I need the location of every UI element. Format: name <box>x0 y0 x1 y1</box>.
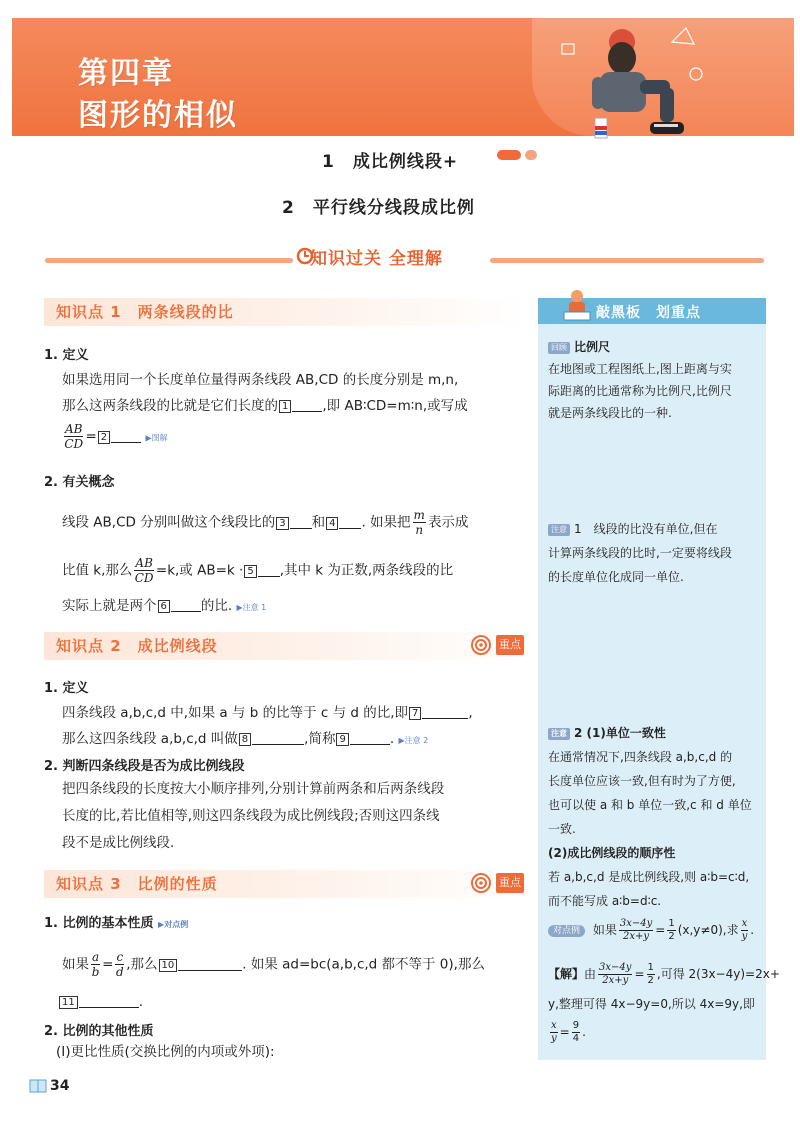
text: 的比. <box>200 598 233 614</box>
denominator: n <box>415 523 424 537</box>
denominator: 2x+y <box>623 931 650 942</box>
chapter-number: 第四章 <box>78 56 174 91</box>
text: . <box>582 1025 586 1039</box>
answer-blank[interactable] <box>350 730 390 745</box>
student-icon <box>562 288 592 322</box>
item-heading: 1. 定义 <box>44 348 89 363</box>
sidebar-line: 长度单位应该一致,但有时为了方便, <box>548 774 736 788</box>
text: ,即 AB∶CD=m∶n,或写成 <box>322 398 468 414</box>
text: =k,或 AB=k · <box>155 562 244 579</box>
blank-number: 1 <box>279 400 291 413</box>
numerator: 9 <box>572 1020 580 1031</box>
numerator: 1 <box>668 918 675 929</box>
reference-link[interactable]: ▶图解 <box>145 433 168 443</box>
paragraph-line: 长度的比,若比值相等,则这四条线段为成比例线段;否则这四条线 <box>62 808 440 824</box>
sidebar-note-title <box>548 337 610 358</box>
text: 比例尺 <box>574 340 611 354</box>
text: ,那么 <box>126 956 158 973</box>
fraction <box>572 1020 580 1045</box>
text: = <box>85 428 97 445</box>
section-divider-label: 知识过关 全理解 <box>310 249 443 269</box>
blank-number: 3 <box>276 517 288 530</box>
section-header-2 <box>44 632 528 660</box>
text: . 如果 ad=bc(a,b,c,d 都不等于 0),那么 <box>242 956 485 973</box>
text: ,可得 2(3x−4y)=2x+ <box>656 967 780 981</box>
fraction-c-d <box>115 950 124 979</box>
text: 那么这两条线段的比就是它们长度的 <box>62 398 278 414</box>
sidebar-line: 若 a,b,c,d 是成比例线段,则 a∶b=c∶d, <box>548 870 750 884</box>
blank-number: 8 <box>239 733 251 746</box>
text: 如果 <box>592 923 617 937</box>
text: (x,y≠0),求 <box>677 923 739 937</box>
solution-line: 【解】由 $\frac{3x-4y}{2x+y}$ = $\frac{1}{2}$ ,可得 2(3x−4y)=2x+ <box>548 962 780 986</box>
note-tag: 注意 <box>548 524 570 536</box>
sidebar-line: 的长度单位化成同一单位. <box>548 570 684 584</box>
item-heading: 2. 比例的其他性质 <box>44 1024 154 1039</box>
text: . 如果把 <box>361 514 411 531</box>
text: 如果 <box>62 956 89 973</box>
sidebar-line: 就是两条线段比的一种. <box>548 406 672 420</box>
paragraph-line: (Ⅰ)更比性质(交换比例的内项或外项): <box>56 1044 275 1060</box>
text: ,其中 k 为正数,两条线段的比 <box>279 562 454 579</box>
sidebar-line: y,整理可得 4x−9y=0,所以 4x=9y,即 <box>548 997 755 1011</box>
numerator: a <box>92 950 100 964</box>
denominator: y <box>741 931 748 942</box>
text: 1 线段的比没有单位,但在 <box>574 522 718 536</box>
fraction <box>598 962 632 987</box>
denominator: 2 <box>647 975 654 986</box>
fraction <box>619 918 653 943</box>
paragraph-line <box>62 396 468 416</box>
sidebar-line: 计算两条线段的比时,一定要将线段 <box>548 546 732 560</box>
denominator: y <box>550 1033 557 1044</box>
text: 线段 AB,CD 分别叫做这个线段比的 <box>62 514 276 531</box>
text: 由 <box>584 967 597 981</box>
paragraph-line <box>62 596 266 618</box>
answer-blank[interactable] <box>178 956 242 971</box>
fraction <box>741 918 749 943</box>
sidebar-title: 敲黑板 划重点 <box>596 305 701 321</box>
sidebar-line: 在通常情况下,四条线段 a,b,c,d 的 <box>548 750 733 764</box>
blank-number: 6 <box>158 600 170 613</box>
example-tag: 对点例 <box>548 925 585 937</box>
lesson-title-2: 2 平行线分线段成比例 <box>282 198 475 218</box>
fraction-ab-cd <box>134 556 153 585</box>
bearded-man-illustration <box>560 22 710 147</box>
key-point-badge: 重点 <box>496 635 524 655</box>
text: 2 (1)单位一致性 <box>574 726 666 740</box>
sidebar-line <box>548 723 666 744</box>
review-tag: 回顾 <box>548 342 570 354</box>
paragraph-line: 如果选用同一个长度单位量得两条线段 AB,CD 的长度分别是 m,n, <box>62 372 459 388</box>
item-heading: 2. 有关概念 <box>44 475 115 490</box>
lesson-title-1: 1 成比例线段+ <box>322 152 459 172</box>
chapter-title: 图形的相似 <box>78 98 238 133</box>
answer-blank[interactable] <box>171 597 201 612</box>
text: 表示成 <box>427 514 469 531</box>
denominator: CD <box>134 571 154 585</box>
numerator: m <box>413 508 425 522</box>
blank-number: 10 <box>159 959 178 972</box>
blank-number: 11 <box>59 996 78 1009</box>
solution-label: 【解】 <box>548 967 585 981</box>
denominator: 4 <box>572 1033 580 1044</box>
section-header-1 <box>44 298 528 326</box>
sidebar-line: 也可以使 a 和 b 单位一致,c 和 d 单位 <box>548 798 752 812</box>
sidebar-line <box>548 519 717 540</box>
paragraph-line <box>62 556 453 585</box>
numerator: x <box>551 1020 557 1031</box>
paragraph-line <box>62 508 468 537</box>
target-icon <box>470 634 492 656</box>
paragraph-line: 四条线段 a,b,c,d 中,如果 a 与 b 的比等于 c 与 d 的比,即 7 , <box>62 705 473 721</box>
answer-blank[interactable] <box>111 428 141 443</box>
denominator: 2 <box>668 931 675 942</box>
sidebar-line: (2)成比例线段的顺序性 <box>548 846 676 860</box>
reference-link[interactable]: ▶注意 2 <box>398 736 429 745</box>
item-heading <box>44 912 188 931</box>
answer-blank[interactable] <box>290 514 312 529</box>
fraction <box>667 918 675 943</box>
book-icon <box>28 1076 48 1096</box>
section-title: 知识点 3 比例的性质 <box>56 875 218 893</box>
numerator: AB <box>135 556 153 570</box>
numerator: 3x−4y <box>599 962 632 973</box>
text: 实际上就是两个 <box>62 598 157 614</box>
paragraph-line: 段不是成比例线段. <box>62 835 175 851</box>
fraction-m-n <box>413 508 426 537</box>
answer-blank[interactable] <box>339 514 361 529</box>
answer-blank[interactable] <box>422 704 468 719</box>
section-title: 知识点 2 成比例线段 <box>56 637 218 655</box>
denominator: d <box>115 965 124 979</box>
text: 和 <box>311 514 326 531</box>
section-header-3 <box>44 870 528 898</box>
blank-number: 9 <box>336 733 348 746</box>
fraction-ab-cd <box>64 422 83 451</box>
text: . <box>750 923 755 937</box>
sidebar-line: 一致. <box>548 822 576 836</box>
numerator: 1 <box>647 962 654 973</box>
solution-end-line: $\frac{x}{y}$ = $\frac{9}{4}$ . <box>550 1020 586 1044</box>
numerator: c <box>116 950 124 964</box>
title-decoration-small <box>525 150 537 160</box>
denominator: 2x+y <box>602 975 629 986</box>
page-number: 34 <box>50 1078 70 1094</box>
divider-right <box>490 258 764 263</box>
paragraph-line: 11 . <box>58 992 143 1012</box>
blank-number: 2 <box>98 431 110 444</box>
answer-blank[interactable] <box>252 730 304 745</box>
numerator: 3x−4y <box>619 918 653 929</box>
paragraph-line: 那么这四条线段 a,b,c,d 叫做 8 ,简称 9 . ▶注意 2 <box>62 731 429 747</box>
text: 那么这四条线段 a,b,c,d 叫做 <box>62 731 238 747</box>
example-line <box>548 918 754 943</box>
paragraph-line <box>62 422 168 451</box>
text: ,简称 <box>304 731 336 747</box>
answer-blank[interactable] <box>79 993 139 1008</box>
text: = <box>655 923 666 937</box>
blank-number: 4 <box>326 517 338 530</box>
fraction <box>647 962 655 987</box>
denominator: b <box>91 965 100 979</box>
target-icon <box>470 872 492 894</box>
blank-number: 7 <box>409 707 421 720</box>
denominator: CD <box>64 437 84 451</box>
text: 比值 k,那么 <box>62 562 133 579</box>
reference-link[interactable]: ▶注意 1 <box>236 603 267 612</box>
sidebar-line: 而不能写成 a∶b=d∶c. <box>548 894 662 908</box>
title-decoration <box>497 150 521 160</box>
reference-link[interactable]: ▶对点例 <box>158 920 189 929</box>
key-point-badge: 重点 <box>496 873 524 893</box>
section-title: 知识点 1 两条线段的比 <box>56 303 234 321</box>
answer-blank[interactable] <box>258 562 280 577</box>
item-heading: 2. 判断四条线段是否为成比例线段 <box>44 759 245 774</box>
blank-number: 5 <box>244 565 256 578</box>
numerator: x <box>741 918 748 929</box>
paragraph-line: 如果 $\frac{a}{b}$ = $\frac{c}{d}$ ,那么 10 . 如果 ad=bc(a,b,c,d 都不等于 0),那么 <box>62 950 485 979</box>
sidebar-line: 际距离的比通常称为比例尺,比例尺 <box>548 384 732 398</box>
answer-blank[interactable] <box>292 397 322 412</box>
paragraph-line: 把四条线段的长度按大小顺序排列,分别计算前两条和后两条线段 <box>62 781 445 797</box>
numerator: AB <box>65 422 83 436</box>
sidebar-line: 在地图或工程图纸上,图上距离与实 <box>548 362 732 376</box>
fraction <box>550 1020 558 1045</box>
text: 四条线段 a,b,c,d 中,如果 a 与 b 的比等于 c 与 d 的比,即 <box>62 705 409 721</box>
item-heading: 1. 定义 <box>44 681 89 696</box>
text: 1. 比例的基本性质 <box>44 916 154 931</box>
fraction-a-b <box>91 950 100 979</box>
sidebar-header <box>538 298 766 324</box>
note-tag: 注意 <box>548 728 570 740</box>
divider-left <box>45 258 293 263</box>
